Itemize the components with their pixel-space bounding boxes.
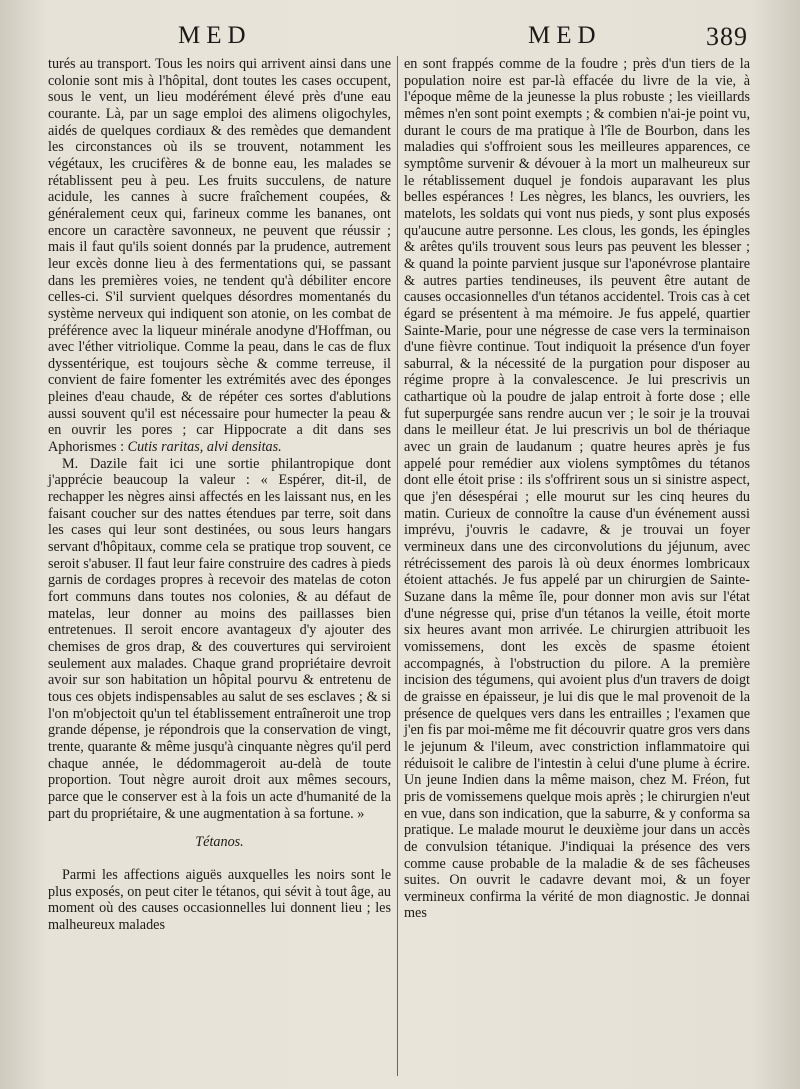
left-column — [48, 56, 391, 933]
left-paragraph-1-text: turés au transport. Tous les noirs qui arrivent ainsi dans une colonie sont mis à l'hôpital, dont toutes les cases occupent, sous le vent, un lieu modérément élevé près d'une eau courante. Là, par un sage emploi des alimens oligochyles, aidés de quelques cordiaux & des remèdes que demandent les circonstances où ils se trouvent, notamment les végétaux, les crucifères & de bonne eau, les malades se rétablissent peu à peu. Les fruits succulens, de nature acidule, les cannes à sucre fraîchement coupées, & généralement ceux qui, farineux comme les bananes, ont encore un caractère savonneux, ne peuvent que réussir ; mais il faut qu'ils soient donnés par la prudence, autrement leur excès donne lieu à des fermentations qui, se passant dans les premières voies, ne tendent qu'à débiliter encore celles-ci. S'il survient quelques désordres momentanés du système nerveux qui indiquent son atonie, on les combat de préférence avec la liqueur minérale anodyne d'Hoffman, ou avec l'éther vitriolique. Comme la peau, dans le cas de flux dyssentérique, est toujours sèche & comme terreuse, il convient de faire fomenter les extrémités avec des éponges pleines d'eau chaude, & de répéter ces sortes d'ablutions aussi souvent qu'il est nécessaire pour humecter la peau & en ouvrir les pores ; car Hippocrate a dit dans ses Aphorismes : — [48, 56, 391, 456]
right-column — [404, 56, 750, 922]
running-header — [0, 18, 800, 58]
header-left-title: MED — [178, 22, 252, 49]
page-number: 389 — [706, 22, 748, 51]
left-paragraph-1 — [48, 56, 391, 456]
left-paragraph-3: Parmi les affections aiguës auxquelles les noirs sont le plus exposés, on peut citer le tétanos, qui sévit à tout âge, au moment où des causes occasionnelles lui donnent lieu ; les malheureux malades — [48, 866, 391, 933]
column-divider — [397, 56, 398, 1076]
section-heading: Tétanos. — [195, 834, 244, 851]
left-paragraph-2: M. Dazile fait ici une sortie philantropique dont j'apprécie beaucoup la valeur : « Espérer, dit-il, de rechapper les nègres ainsi affectés en les laissant nus, en les faisant coucher sur des nattes étendues par terre, soit dans les cases qui leur sont destinées, ou sous leurs hangars servant d'hôpitaux, comme cela se pratique trop souvent, ce seroit s'abuser. Il faut leur faire construire des cadres à pieds garnis de cordages propres à recevoir des matelas de coton fort communs dans toutes nos colonies, & au défaut de matelas, leur donner au moins des paillasses bien entretenues. Il seroit encore avantageux d'y ajouter des chemises de gros drap, & des couvertures qui serviroient seulement aux malades. Chaque grand propriétaire devroit avoir sur son habitation un hôpital pourvu & entretenu de tous ces objets indispensables au salut de ses esclaves ; & si l'on m'objectoit qu'un tel établissement entraîneroit une trop grande dépense, je répondrois que la conservation de vingt, trente, quarante & même jusqu'à cinquante nègres qu'il perd chaque année, le dédommageroit au-delà de toute proportion. Tout nègre auroit droit aux mêmes secours, parce que le conserver est à la fois un acte d'humanité de la part du propriétaire, & une augmentation à sa fortune. » — [48, 455, 391, 822]
header-right-title: MED — [528, 22, 602, 49]
right-paragraph-1: en sont frappés comme de la foudre ; près d'un tiers de la population noire est par-là effacée du livre de la vie, à l'époque même de la jeunesse la plus robuste ; les vieillards mêmes n'en sont point exempts ; & combien n'ai-je point vu, durant le cours de ma pratique à l'île de Bourbon, dans les maladies qui s'offroient sous les meilleures apparences, ce symptôme survenir & dévouer à la mort un malheureux sur le rétablissement duquel je fondois auparavant les plus belles espérances ! Les nègres, les blancs, les ouvriers, les matelots, les soldats qui vont nus pieds, y sont plus exposés qu'aucune autre personne. Les clous, les gonds, les épingles & arêtes qu'ils trouvent sous leurs pas peuvent les blesser ; & quand la pointe parvient jusque sur l'aponévrose plantaire & autres parties tendineuses, ils peuvent être autant de causes occasionnelles d'un tétanos accidentel. Trois cas à cet égard se présentent à ma mémoire. Je fus appelé, quartier Sainte-Marie, pour une négresse de case vers la terminaison d'une fièvre continue. Tout indiquoit la présence d'un foyer saburral, & la nécessité de la purgation pour disposer au régime propre à la convalescence. Je lui prescrivis un cathartique où la poudre de jalap entroit à forte dose ; elle fut superpurgée sans rendre aucun ver ; le soir je la trouvai dans le meilleur état. Je lui prescrivis un bol de thériaque avec un grain de laudanum ; quatre heures après je fus appelé pour remédier aux violens symptômes du tétanos dont elle étoit prise : ils s'offrirent sous un si sinistre aspect, que j'en désespérai ; elle mourut sur les cinq heures du matin. Curieux de connoître la cause d'un événement aussi imprévu, j'ouvris le cadavre, & je trouvai un foyer vermineux dans une des circonvolutions du jéjunum, avec rétrécissement des parois là où deux énormes lombricaux étoient attachés. Je fus appelé par un chirurgien de Sainte-Suzane dans la même île, pour donner mon avis sur l'état d'une négresse qui, prise d'un tétanos la veille, étoit morte six heures avant mon arrivée. Le chirurgien attribuoit les vomissemens, dont les excès de spasme étoient accompagnés, à l'obstruction du pilore. A la première incision des tégumens, qui avoient plus d'un travers de doigt de graisse en épaisseur, je lui dis que le mal provenoit de la présence de quelques vers dans les entrailles ; l'examen que j'en fis par moi-même me fit découvrir quatre gros vers dans le jejunum & l'ileum, avec constriction inflammatoire qui réduisoit le calibre de l'intestin à celui d'une plume à écrire. Un jeune Indien dans la même maison, chez M. Fréon, fut pris de vomissemens quelque mois après ; le chirurgien n'eut en vue, dans son indication, que la saburre, & y conforma sa pratique. Le malade mourut le deuxième jour dans un accès de convulsion tétanique. J'indiquai la présence des vers comme cause probable de la maladie & de ses fâcheuses suites. On ouvrit le cadavre devant moi, & un foyer vermineux confirma la vérité de mon diagnostic. Je donnai mes — [404, 56, 750, 922]
latin-quote: Cutis raritas, alvi densitas. — [127, 439, 282, 456]
